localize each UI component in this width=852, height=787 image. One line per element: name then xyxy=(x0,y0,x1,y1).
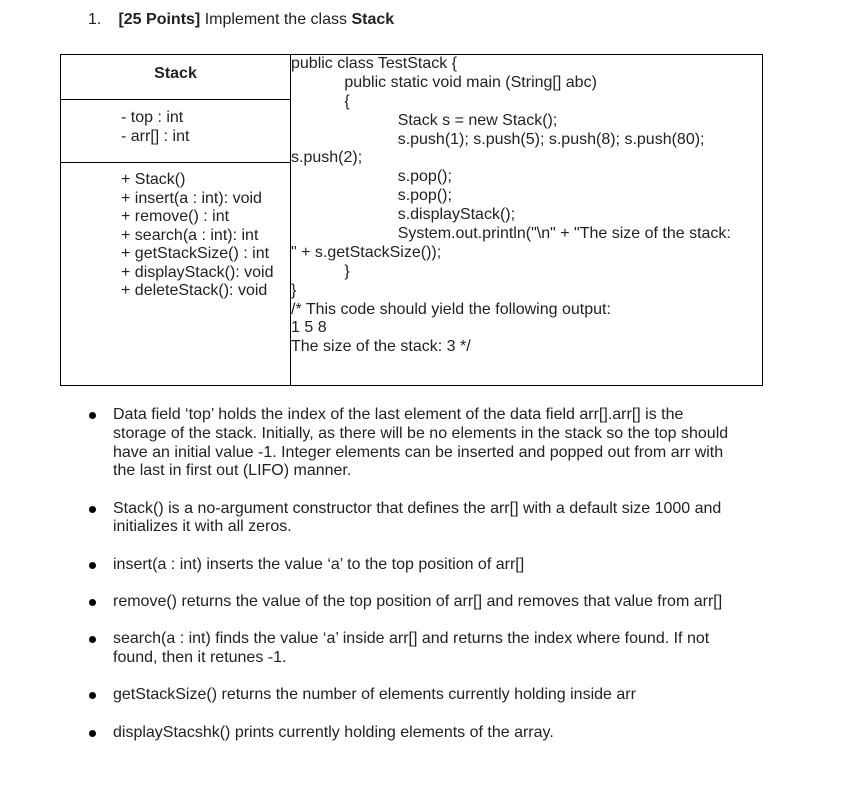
code-block xyxy=(291,55,762,357)
note-item: remove() returns the value of the top position of arr[] and removes that value from arr[] xyxy=(88,593,738,612)
uml-operation: + remove() : int xyxy=(121,208,230,225)
code-line: /* This code should yield the following output: xyxy=(291,300,611,318)
code-line: " + s.getStackSize()); xyxy=(291,243,442,261)
code-line: s.displayStack(); xyxy=(291,206,516,224)
note-item: insert(a : int) inserts the value ‘a’ to the top position of arr[] xyxy=(88,556,738,575)
code-line: public static void main (String[] abc) xyxy=(291,73,597,91)
uml-attribute: - arr[] : int xyxy=(121,127,190,145)
uml-attributes-cell xyxy=(61,100,291,163)
code-cell xyxy=(291,55,763,386)
code-line: s.pop(); xyxy=(291,168,452,186)
note-item: Stack() is a no-argument constructor that defines the arr[] with a default size 1000 and initializes it with all zeros. xyxy=(88,500,738,538)
code-line: s.push(1); s.push(5); s.push(8); s.push(80); xyxy=(291,130,705,148)
code-line: s.pop(); xyxy=(291,187,452,205)
note-item: search(a : int) finds the value ‘a’ inside arr[] and returns the index where found. If not found, then it retunes -1. xyxy=(88,630,738,668)
question-number: 1. xyxy=(88,11,102,28)
code-line: public class TestStack { xyxy=(291,55,458,72)
code-line: System.out.println("\n" + "The size of the stack: xyxy=(291,225,731,243)
uml-operation: + Stack() xyxy=(121,171,186,188)
uml-operations xyxy=(121,171,290,301)
uml-class-name-cell xyxy=(61,55,291,100)
uml-attribute: - top : int xyxy=(121,109,184,126)
uml-operation: + displayStack(): void xyxy=(121,263,274,281)
question-points: [25 Points] xyxy=(118,11,201,28)
code-line: } xyxy=(291,281,297,299)
code-line: Stack s = new Stack(); xyxy=(291,111,558,129)
code-line: 1 5 8 xyxy=(291,319,327,337)
uml-operation: + insert(a : int): void xyxy=(121,189,262,207)
uml-operation: + search(a : int): int xyxy=(121,226,259,244)
code-line: s.push(2); xyxy=(291,149,363,167)
uml-table xyxy=(60,54,763,386)
code-line: { xyxy=(291,92,350,110)
uml-operation: + getStackSize() : int xyxy=(121,245,270,262)
uml-attributes xyxy=(121,109,290,146)
note-item: displayStacshk() prints currently holding elements of the array. xyxy=(88,724,738,743)
code-line: The size of the stack: 3 */ xyxy=(291,338,471,356)
question-class-name: Stack xyxy=(351,11,395,28)
uml-operation: + deleteStack(): void xyxy=(121,282,268,299)
note-item: getStackSize() returns the number of elements currently holding inside arr xyxy=(88,686,738,705)
uml-operations-cell xyxy=(61,163,291,386)
question-text: Implement the class xyxy=(204,11,347,28)
question-heading xyxy=(88,10,394,30)
uml-class-name: Stack xyxy=(154,65,197,82)
code-line: } xyxy=(291,262,350,280)
note-item: Data field ‘top’ holds the index of the last element of the data field arr[].arr[] is the storage of the stack. Initially, as there will be no elements in the stack so the top should have an initial value -1. Integer elements can be inserted and popped out from arr with the last in first out (LIFO) manner. xyxy=(88,406,738,481)
notes-list xyxy=(88,406,738,761)
